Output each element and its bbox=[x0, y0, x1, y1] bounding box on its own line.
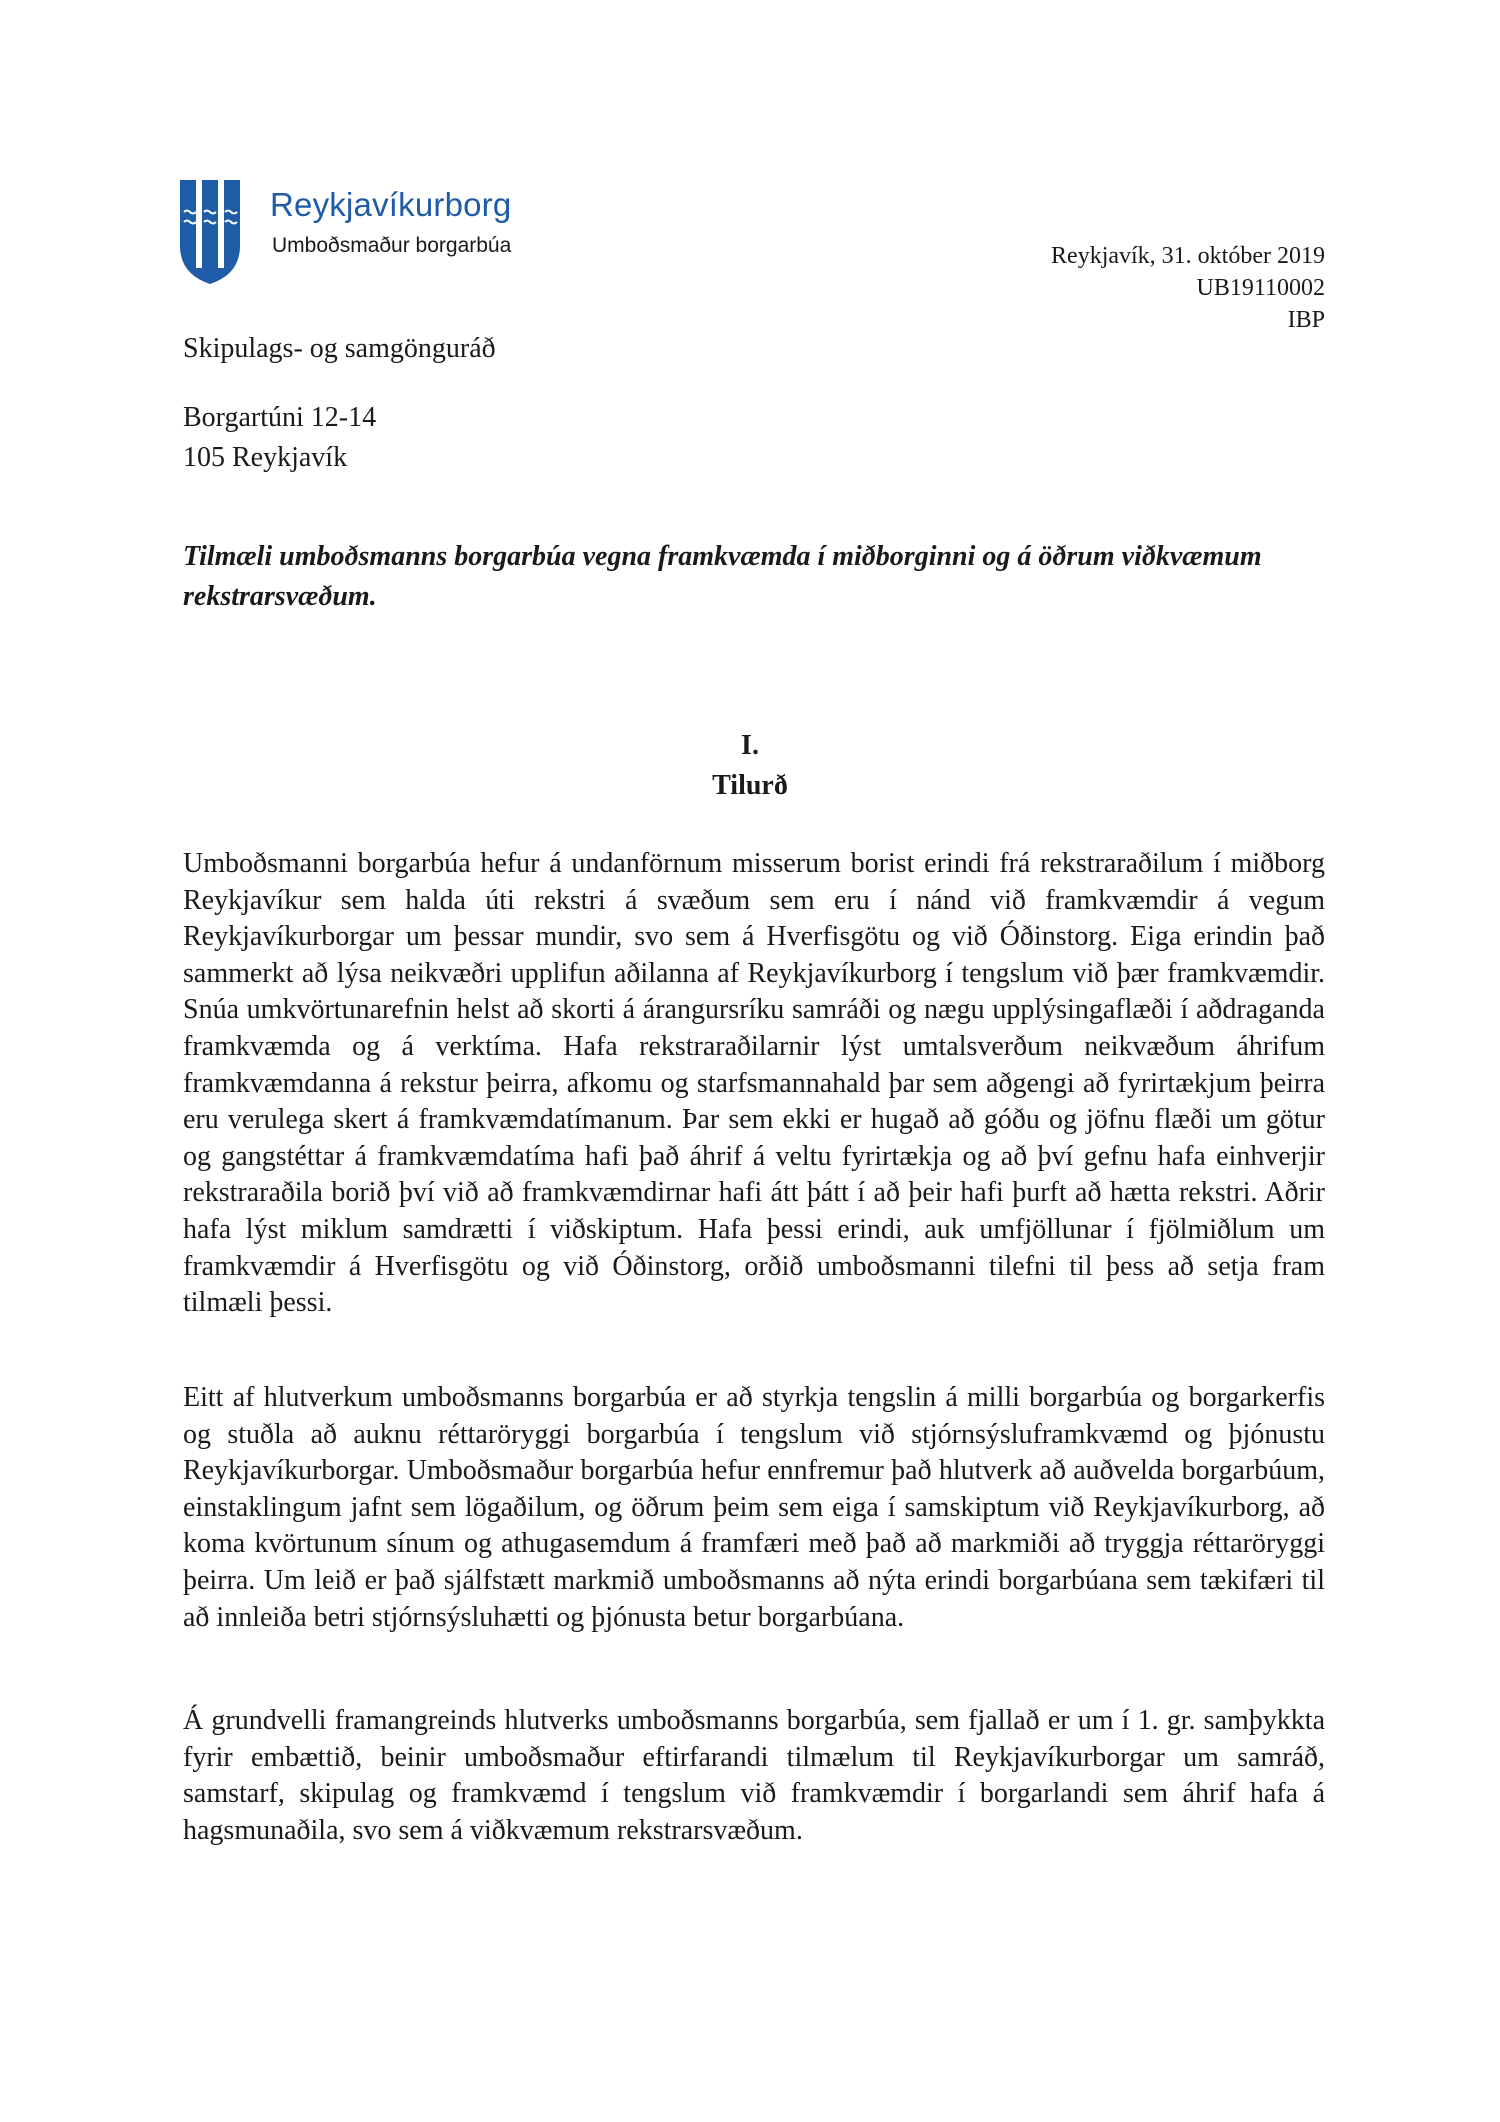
paragraph-1: Umboðsmanni borgarbúa hefur á undanförnum misserum borist erindi frá rekstraraðilum í miðborg Reykjavíkur sem halda úti rekstri á svæðum sem eru í nánd við framkvæmdir á vegum Reykjavíkurborgar um þessar mundir, svo sem á Hverfisgötu og við Óðinstorg. Eiga erindin það sammerkt að lýsa neikvæðri upplifun aðilanna af Reykjavíkurborg í tengslum við þær framkvæmdir. Snúa umkvörtunarefnin helst að skorti á árangursríku samráði og nægu upplýsingaflæði í aðdraganda framkvæmda og á verktíma. Hafa rekstraraðilarnir lýst umtalsverðum neikvæðum áhrifum framkvæmdanna á rekstur þeirra, afkomu og starfsmannahald þar sem aðgengi að fyrirtækjum þeirra eru verulega skert á framkvæmdatímanum. Þar sem ekki er hugað að góðu og jöfnu flæði um götur og gangstéttar á framkvæmdatíma hafi það áhrif á veltu fyrirtækja og að því gefnu hafa einhverjir rekstraraðila borið því við að framkvæmdirnar hafi átt þátt í að þeir hafi þurft að hætta rekstri. Aðrir hafa lýst miklum samdrætti í viðskiptum. Hafa þessi erindi, auk umfjöllunar í fjölmiðlum um framkvæmdir á Hverfisgötu og við Óðinstorg, orðið umboðsmanni tilefni til þess að setja fram tilmæli þessi. bbox=[183, 848, 1325, 1319]
recipient-city: 105 Reykjavík bbox=[183, 442, 348, 473]
reykjavik-coat-of-arms-icon bbox=[178, 178, 242, 286]
paragraph-3: Á grundvelli framangreinds hlutverks umboðsmanns borgarbúa, sem fjallað er um í 1. gr. samþykkta fyrir embættið, beinir umboðsmaður eftirfarandi tilmælum til Reykjavíkurborgar um samráð, samstarf, skipulag og framkvæmd í tengslum við framkvæmdir í borgarlandi sem áhrif hafa á hagsmunaðila, svo sem á viðkvæmum rekstrarsvæðum. bbox=[183, 1705, 1325, 1846]
org-name: Reykjavíkurborg bbox=[270, 186, 512, 223]
recipient-name: Skipulags- og samgönguráð bbox=[183, 333, 496, 364]
section-title: Tilurð bbox=[712, 770, 788, 801]
initials: IBP bbox=[1287, 307, 1325, 333]
org-subtitle: Umboðsmaður borgarbúa bbox=[272, 234, 512, 257]
letter-subject: Tilmæli umboðsmanns borgarbúa vegna framkvæmda í miðborginni og á öðrum viðkvæmum rekstrarsvæðum. bbox=[183, 541, 1262, 612]
place-date: Reykjavík, 31. október 2019 bbox=[1051, 243, 1325, 269]
letter-meta bbox=[1051, 240, 1325, 336]
reference-number: UB19110002 bbox=[1196, 275, 1325, 301]
section-number: I. bbox=[741, 730, 759, 761]
recipient-street: Borgartúni 12-14 bbox=[183, 402, 377, 433]
paragraph-2: Eitt af hlutverkum umboðsmanns borgarbúa er að styrkja tengslin á milli borgarbúa og borgarkerfis og stuðla að auknu réttaröryggi borgarbúa í tengslum við stjórnsýsluframkvæmd og þjónustu Reykjavíkurborgar. Umboðsmaður borgarbúa hefur ennfremur það hlutverk að auðvelda borgarbúum, einstaklingum jafnt sem lögaðilum, og öðrum þeim sem eiga í samskiptum við Reykjavíkurborg, að koma kvörtunum sínum og athugasemdum á framfæri með það að markmiði að tryggja réttaröryggi þeirra. Um leið er það sjálfstætt markmið umboðsmanns að nýta erindi borgarbúana sem tækifæri til að innleiða betri stjórnsýsluhætti og þjónusta betur borgarbúana. bbox=[183, 1382, 1325, 1633]
